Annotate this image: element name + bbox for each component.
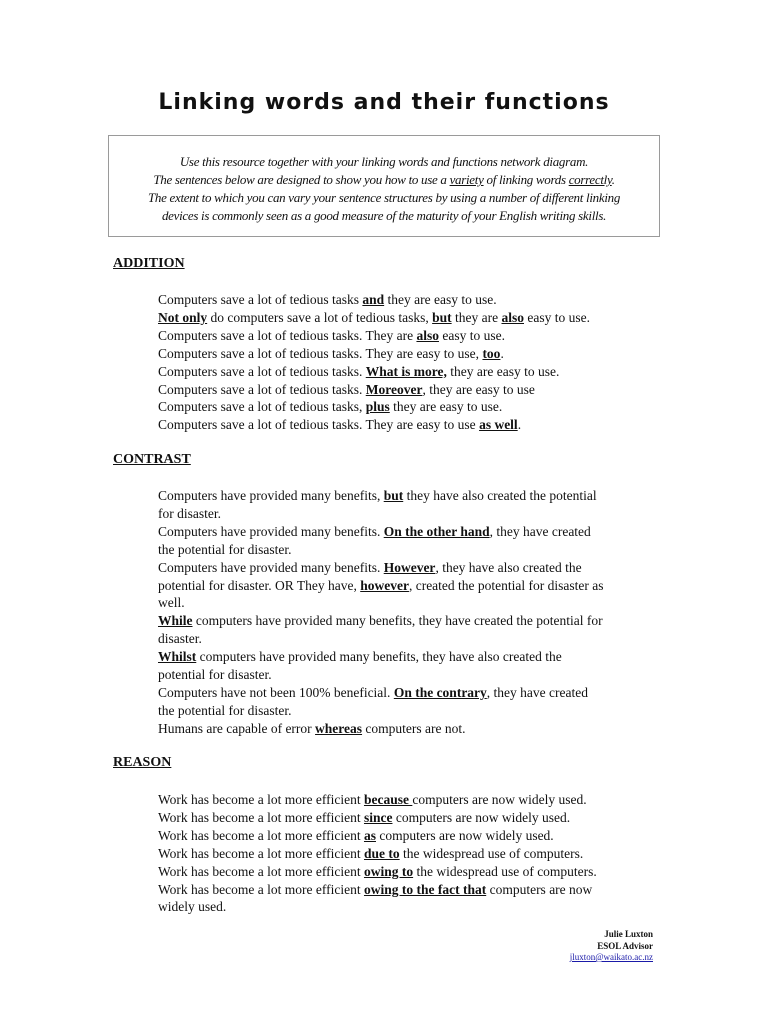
sentence-text: the widespread use of computers. bbox=[399, 845, 584, 861]
reason-examples bbox=[158, 791, 658, 916]
sentence-text: Computers save a lot of tedious tasks, bbox=[158, 399, 366, 415]
example-sentence bbox=[158, 648, 658, 666]
sentence-text: Computers save a lot of tedious tasks. They are easy to use bbox=[158, 417, 480, 433]
author-role: ESOL Advisor bbox=[597, 940, 653, 951]
example-sentence-cont: the potential for disaster. bbox=[158, 702, 292, 718]
example-sentence-cont: well. bbox=[158, 595, 185, 611]
sentence-text: computers are now bbox=[486, 881, 593, 897]
sentence-text: the widespread use of computers. bbox=[413, 863, 597, 879]
linking-word: also bbox=[501, 309, 524, 325]
example-sentence-cont bbox=[158, 577, 658, 595]
sentence-text: Computers save a lot of tedious tasks. They are bbox=[158, 327, 417, 343]
sentence-text: Computers have provided many benefits. bbox=[158, 559, 384, 575]
sentence-text: . bbox=[517, 417, 522, 433]
example-sentence bbox=[158, 327, 658, 345]
example-sentence bbox=[158, 416, 658, 434]
addition-examples bbox=[158, 291, 658, 434]
sentence-text: they are easy to use. bbox=[389, 399, 503, 415]
linking-word: but bbox=[432, 309, 452, 325]
linking-word: also bbox=[416, 327, 439, 343]
example-sentence-cont: for disaster. bbox=[158, 505, 221, 521]
linking-word: but bbox=[383, 488, 404, 503]
linking-word: On the contrary bbox=[393, 684, 487, 700]
intro-text: . bbox=[611, 172, 615, 187]
sentence-text: easy to use. bbox=[438, 327, 505, 343]
intro-emphasis: variety bbox=[449, 172, 484, 187]
intro-emphasis: correctly bbox=[568, 172, 612, 187]
example-sentence bbox=[158, 398, 658, 416]
intro-line: The extent to which you can vary your sentence structures by using a number of different linking bbox=[147, 190, 621, 205]
example-sentence bbox=[158, 827, 658, 845]
sentence-text: computers are now widely used. bbox=[392, 809, 571, 825]
sentence-text: Computers save a lot of tedious tasks. They are easy to use, bbox=[158, 345, 483, 361]
linking-word: owing to bbox=[363, 863, 414, 879]
linking-word: because bbox=[363, 792, 413, 807]
sentence-text: Humans are capable of error bbox=[158, 720, 316, 736]
example-sentence bbox=[158, 487, 658, 505]
intro-box bbox=[108, 135, 660, 237]
sentence-text: . bbox=[500, 345, 504, 361]
example-sentence bbox=[158, 881, 658, 899]
sentence-text: , they have also created the bbox=[435, 559, 582, 575]
section-heading-addition: ADDITION bbox=[113, 256, 185, 271]
sentence-text: , they have created bbox=[486, 684, 588, 700]
sentence-text: Computers save a lot of tedious tasks. bbox=[158, 363, 366, 379]
linking-word: owing to the fact that bbox=[363, 881, 487, 897]
intro-line: devices is commonly seen as a good measure of the maturity of your English writing skills. bbox=[161, 208, 607, 223]
sentence-text: computers have provided many benefits, they have created the potential for bbox=[192, 613, 603, 629]
sentence-text: Computers have not been 100% beneficial. bbox=[158, 684, 394, 700]
example-sentence bbox=[158, 845, 658, 863]
sentence-text: easy to use. bbox=[524, 309, 590, 325]
linking-word: too bbox=[482, 345, 501, 361]
sentence-text: Work has become a lot more efficient bbox=[158, 845, 364, 861]
sentence-text: Computers have provided many benefits, bbox=[158, 488, 384, 503]
linking-word: as bbox=[363, 827, 376, 843]
example-sentence-cont: potential for disaster. bbox=[158, 667, 272, 683]
example-sentence bbox=[158, 291, 658, 309]
example-sentence bbox=[158, 559, 658, 577]
linking-word: however bbox=[360, 577, 409, 593]
sentence-text: Work has become a lot more efficient bbox=[158, 809, 364, 825]
sentence-text: Work has become a lot more efficient bbox=[158, 827, 364, 843]
intro-text: The sentences below are designed to show you how to use a bbox=[153, 172, 450, 187]
linking-word: However bbox=[383, 559, 436, 575]
contrast-examples bbox=[158, 487, 658, 738]
sentence-text: computers are now widely used. bbox=[412, 792, 587, 807]
sentence-text: Computers save a lot of tedious tasks bbox=[158, 292, 363, 307]
sentence-text: computers have provided many benefits, they have also created the bbox=[196, 649, 562, 665]
linking-word: as well bbox=[479, 417, 518, 433]
sentence-text: Work has become a lot more efficient bbox=[158, 881, 364, 897]
example-sentence bbox=[158, 363, 658, 381]
example-sentence bbox=[158, 809, 658, 827]
linking-word: plus bbox=[365, 399, 390, 415]
example-sentence-cont: widely used. bbox=[158, 899, 227, 915]
sentence-text: , they have created bbox=[489, 523, 591, 539]
sentence-text: , they are easy to use bbox=[422, 381, 535, 397]
sentence-text: they are easy to use. bbox=[446, 363, 560, 379]
sentence-text: potential for disaster. OR They have, bbox=[158, 577, 361, 593]
example-sentence bbox=[158, 863, 658, 881]
intro-line bbox=[115, 171, 653, 189]
example-sentence-cont: disaster. bbox=[158, 631, 202, 647]
example-sentence bbox=[158, 720, 658, 738]
linking-word: What is more, bbox=[365, 363, 447, 379]
intro-text: of linking words bbox=[483, 172, 569, 187]
example-sentence bbox=[158, 684, 658, 702]
example-sentence bbox=[158, 791, 658, 809]
sentence-text: they have also created the potential bbox=[403, 488, 597, 503]
linking-word: On the other hand bbox=[383, 523, 490, 539]
sentence-text: Computers save a lot of tedious tasks. bbox=[158, 381, 366, 397]
linking-word: since bbox=[363, 809, 393, 825]
author-name: Julie Luxton bbox=[604, 929, 653, 939]
section-heading-reason: REASON bbox=[113, 755, 172, 770]
sentence-text: Computers have provided many benefits. bbox=[158, 523, 384, 539]
intro-line: Use this resource together with your linking words and functions network diagram. bbox=[179, 154, 589, 169]
linking-word: due to bbox=[363, 845, 400, 861]
example-sentence-cont: the potential for disaster. bbox=[158, 541, 292, 557]
linking-word: Not only bbox=[158, 309, 208, 325]
linking-word: whereas bbox=[315, 720, 363, 736]
example-sentence bbox=[158, 381, 658, 399]
linking-word: and bbox=[362, 292, 385, 307]
sentence-text: Work has become a lot more efficient bbox=[158, 863, 364, 879]
example-sentence bbox=[158, 612, 658, 630]
sentence-text: Work has become a lot more efficient bbox=[158, 792, 364, 807]
author-email-link[interactable]: jluxton@waikato.ac.nz bbox=[569, 952, 653, 962]
sentence-text: computers are not. bbox=[362, 720, 466, 736]
linking-word: Whilst bbox=[158, 649, 197, 665]
example-sentence bbox=[158, 523, 658, 541]
linking-word: Moreover bbox=[365, 381, 423, 397]
page-title: Linking words and their functions bbox=[158, 90, 610, 115]
example-sentence bbox=[158, 309, 658, 327]
sentence-text: they are bbox=[451, 309, 502, 325]
section-heading-contrast: CONTRAST bbox=[113, 452, 191, 467]
sentence-text: computers are now widely used. bbox=[375, 827, 554, 843]
sentence-text: do computers save a lot of tedious tasks, bbox=[207, 309, 433, 325]
linking-word: While bbox=[158, 613, 193, 629]
example-sentence bbox=[158, 345, 658, 363]
sentence-text: , created the potential for disaster as bbox=[408, 577, 604, 593]
author-signature bbox=[440, 929, 653, 964]
sentence-text: they are easy to use. bbox=[384, 292, 497, 307]
